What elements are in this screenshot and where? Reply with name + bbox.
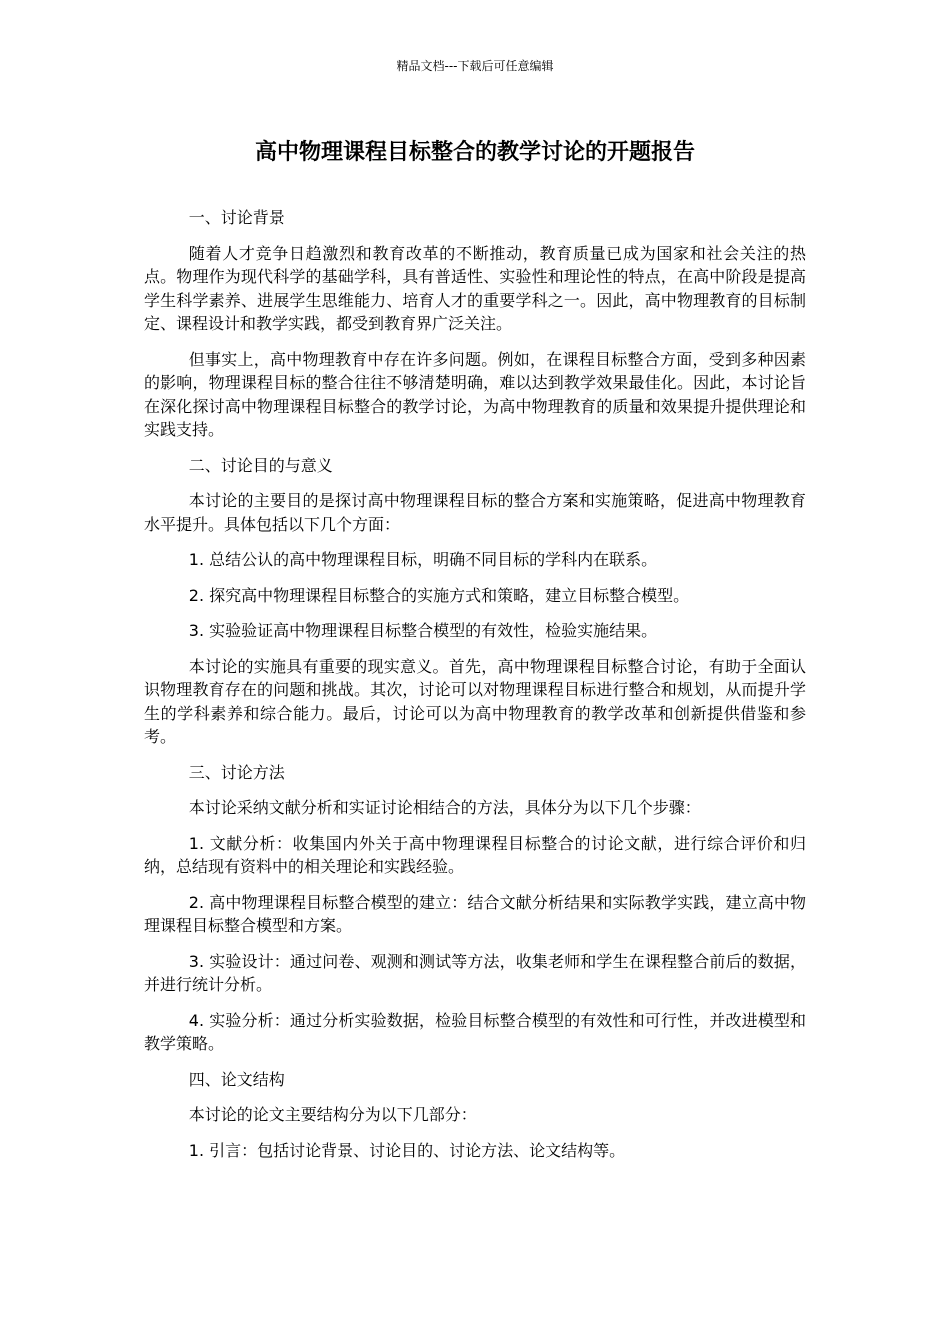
paragraph: 本讨论的论文主要结构分为以下几部分： <box>188 1105 477 1124</box>
list-item: 3. 实验验证高中物理课程目标整合模型的有效性，检验实施结果。 <box>188 621 658 640</box>
list-item: 1. 引言：包括讨论背景、讨论目的、讨论方法、论文结构等。 <box>188 1140 626 1160</box>
list-item: 2. 高中物理课程目标整合模型的建立：结合文献分析结果和实际教学实践，建立高中物理课程目标整合模型和方案。 <box>144 892 806 935</box>
header-note: 精品文档---下载后可任意编辑 <box>396 59 554 73</box>
section-heading-structure: 四、论文结构 <box>188 1069 285 1089</box>
list-item: 1. 总结公认的高中物理课程目标，明确不同目标的学科内在联系。 <box>188 550 658 569</box>
paragraph: 本讨论的主要目的是探讨高中物理课程目标的整合方案和实施策略，促进高中物理教育水平提升。具体包括以下几个方面： <box>144 491 806 534</box>
list-item: 2. 探究高中物理课程目标整合的实施方式和策略，建立目标整合模型。 <box>188 585 690 605</box>
paragraph: 随着人才竞争日趋激烈和教育改革的不断推动，教育质量已成为国家和社会关注的热点。物理作为现代科学的基础学科，具有普适性、实验性和理论性的特点，在高中阶段是提高学生科学素养、进展学生思维能力、培育人才的重要学科之一。因此，高中物理教育的目标制定、课程设计和教学实践，都受到教育界广泛关注。 <box>144 243 806 333</box>
paragraph: 本讨论的实施具有重要的现实意义。首先，高中物理课程目标整合讨论，有助于全面认识物理教育存在的问题和挑战。其次，讨论可以对物理课程目标进行整合和规划，从而提升学生的学科素养和综合能力。最后，讨论可以为高中物理教育的教学改革和创新提供借鉴和参考。 <box>144 656 806 746</box>
section-heading-purpose: 二、讨论目的与意义 <box>188 455 333 475</box>
paragraph: 本讨论采纳文献分析和实证讨论相结合的方法，具体分为以下几个步骤： <box>188 798 701 817</box>
document-title: 高中物理课程目标整合的教学讨论的开题报告 <box>254 140 695 165</box>
list-item: 4. 实验分析：通过分析实验数据，检验目标整合模型的有效性和可行性，并改进模型和教学策略。 <box>144 1010 806 1053</box>
list-item: 1. 文献分析：收集国内外关于高中物理课程目标整合的讨论文献，进行综合评价和归纳，总结现有资料中的相关理论和实践经验。 <box>144 833 806 876</box>
section-heading-method: 三、讨论方法 <box>188 762 285 782</box>
section-heading-background: 一、讨论背景 <box>188 208 285 227</box>
document-body <box>144 206 806 1174</box>
paragraph: 但事实上，高中物理教育中存在许多问题。例如，在课程目标整合方面，受到多种因素的影响，物理课程目标的整合往往不够清楚明确，难以达到教学效果最佳化。因此，本讨论旨在深化探讨高中物理课程目标整合的教学讨论，为高中物理教育的质量和效果提升提供理论和实践支持。 <box>144 349 806 439</box>
list-item: 3. 实验设计：通过问卷、观测和测试等方法，收集老师和学生在课程整合前后的数据，并进行统计分析。 <box>144 951 806 994</box>
